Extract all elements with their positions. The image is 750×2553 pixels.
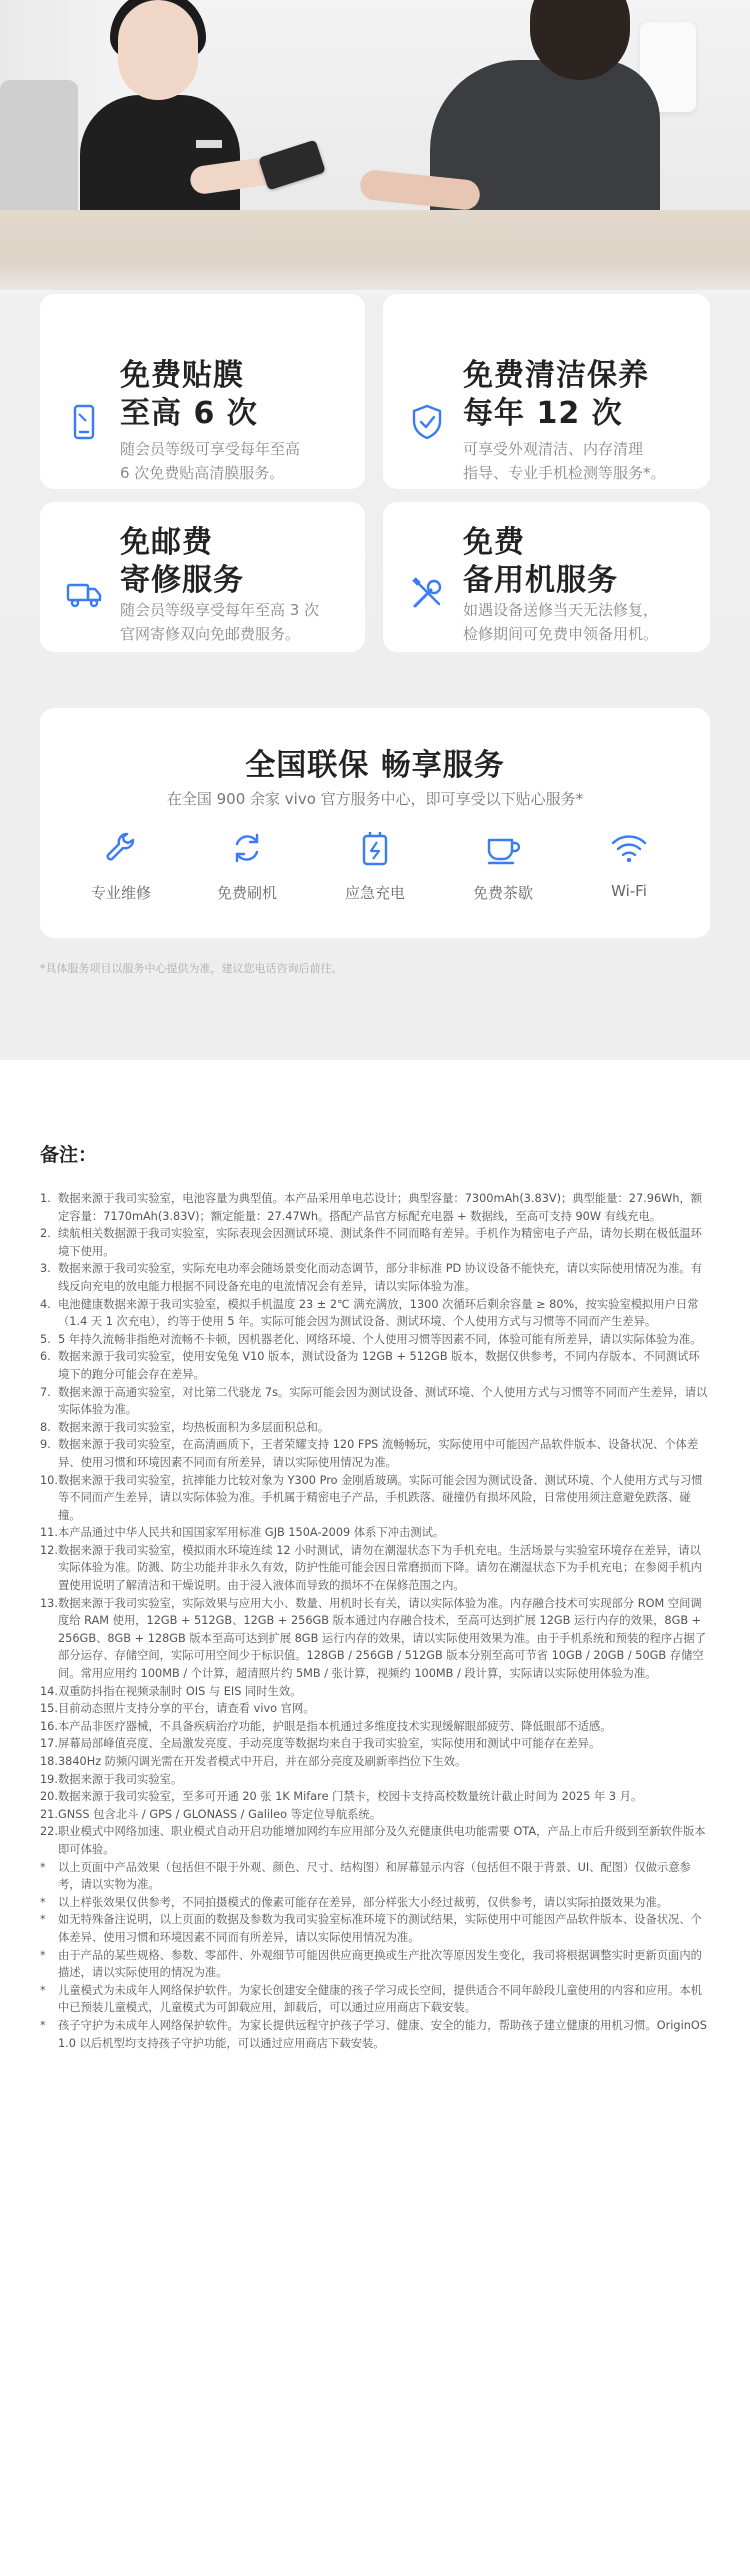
note-item (40, 1384, 710, 1419)
battery-charge-icon (355, 828, 395, 868)
note-text: 数据来源于我司实验室，至多可开通 20 张 1K Mifare 门禁卡，校园卡支持高校数量统计截止时间为 2025 年 3 月。 (58, 1790, 643, 1804)
note-number: 17. (40, 1737, 58, 1751)
notes-heading: 备注： (40, 1144, 98, 1166)
note-text: 数据来源于我司实验室，实际充电功率会随场景变化而动态调节，部分非标准 PD 协议设备不能快充，请以实际使用情况为准。有线反向充电的放电能力根据不同设备充电的电流情况会有差异，请以实际体验为准。 (58, 1262, 703, 1293)
note-item (40, 1524, 710, 1542)
note-item (40, 2017, 710, 2052)
note-number: 16. (40, 1719, 58, 1733)
note-text: 职业模式中网络加速、职业模式自动开启功能增加网约车应用部分及久充健康供电功能需要 OTA，产品上市后升级到至新软件版本即可体验。 (58, 1825, 706, 1856)
note-item (40, 1771, 710, 1789)
service-card-desc: 随会员等级享受每年至高 3 次 官网寄修双向免邮费服务。 (120, 601, 320, 643)
feature-charge (320, 828, 430, 903)
note-number: 15. (40, 1702, 58, 1716)
note-text: 数据来源于我司实验室，在高清画质下，王者荣耀支持 120 FPS 流畅畅玩，实际使用中可能因产品软件版本、设备状况、个体差异、使用习惯和环境因素不同而有所差异，请以实际使用情况为准。 (58, 1438, 699, 1469)
feature-label: 专业维修 (90, 884, 151, 902)
note-item (40, 1331, 710, 1349)
feature-wifi (574, 828, 684, 900)
service-fineprint: *具体服务项目以服务中心提供为准，建议您电话咨询后前往。 (40, 962, 343, 975)
hero-phone (258, 140, 326, 191)
note-text: 双重防抖指在视频录制时 OIS 与 EIS 同时生效。 (58, 1684, 302, 1698)
note-text: 儿童模式为未成年人网络保护软件。为家长创建安全健康的孩子学习成长空间，提供适合不同年龄段儿童使用的内容和应用。本机中已预装儿童模式，儿童模式为可卸载应用，卸载后，可以通过应用商店下载安装。 (58, 1983, 702, 2015)
hero-uniform-logo (196, 140, 222, 148)
hero-chair (0, 80, 78, 230)
nationwide-subtitle: 在全国 900 余家 vivo 官方服务中心，即可享受以下贴心服务* (166, 790, 584, 808)
note-text: 数据来源于高通实验室，对比第二代骁龙 7s。实际可能会因为测试设备、测试环境、个人使用方式与习惯等不同而产生差异，请以实际体验为准。 (58, 1385, 708, 1417)
note-text: 本产品通过中华人民共和国国家军用标准 GJB 150A-2009 体系下冲击测试。 (58, 1526, 445, 1540)
note-number: * (40, 2018, 46, 2032)
note-text: 数据来源于我司实验室，实际效果与应用大小、数量、用机时长有关，请以实际体验为准。内存融合技术可实现部分 ROM 空间调度给 RAM 使用，12GB + 512GB、12GB + 256GB 版本通过内存融合技术，至高可达到扩展 12GB 运行内存的效果，8GB + 256GB、8GB + 128GB 版本至高可达到扩展 8GB 运行内存的效果，请以实际使用效果为准。由于手机系统和预装的程序占据了部分运存、存储空间，实际可用空间少于标识值。128GB / 256GB / 512GB 版本分别至高可节省 10GB / 20GB / 50GB 存储空间。常用应用约 100MB / 个计算，超清照片约 5MB / 张计算，视频约 100MB / 段计算，实际请以实际使用体验为准。 (58, 1596, 707, 1681)
note-item (40, 1982, 710, 2017)
wifi-icon (609, 828, 649, 868)
feature-label: 应急充电 (344, 884, 405, 902)
service-card-title: 免费贴膜 至高 6 次 (120, 358, 258, 431)
note-number: 11. (40, 1526, 58, 1540)
feature-flash (192, 828, 302, 903)
note-item (40, 1296, 710, 1331)
note-text: 孩子守护为未成年人网络保护软件。为家长提供远程守护孩子学习、健康、安全的能力，帮助孩子建立健康的用机习惯。OriginOS 1.0 以后机型均支持孩子守护功能，可以通过应用商店下载安装。 (58, 2018, 707, 2050)
note-item (40, 1348, 710, 1383)
note-number: * (40, 1860, 46, 1874)
note-number: 5. (40, 1332, 51, 1346)
service-card-title: 免邮费 寄修服务 (120, 525, 244, 598)
note-number: 20. (40, 1790, 58, 1804)
nationwide-service-card (40, 708, 710, 938)
note-text: 数据来源于我司实验室，电池容量为典型值。本产品采用单电芯设计；典型容量：7300mAh(3.83V)；典型能量：27.96Wh，额定容量：7170mAh(3.83V)；额定能量：27.47Wh。搭配产品官方标配充电器 + 数据线，至高可支持 90W 有线充电。 (58, 1192, 703, 1223)
delivery-truck-icon (64, 574, 104, 614)
service-card-title: 免费 备用机服务 (463, 525, 618, 598)
note-number: 8. (40, 1420, 51, 1434)
note-text: 5 年持久流畅非指绝对流畅不卡顿，因机器老化、网络环境、个人使用习惯等因素不同，体验可能有所差异，请以实际体验为准。 (58, 1332, 702, 1346)
services-section (0, 260, 750, 1060)
note-text: 数据来源于我司实验室，使用安兔兔 V10 版本，测试设备为 12GB + 512GB 版本，数据仅供参考，不同内存版本、不同测试环境下的跑分可能会存在差异。 (58, 1350, 700, 1381)
feature-repair (66, 828, 176, 903)
note-number: 1. (40, 1192, 51, 1205)
note-text: 续航相关数据源于我司实验室，实际表现会因测试环境、测试条件不同而略有差异。手机作为精密电子产品，请勿长期在极低温环境下使用。 (58, 1227, 702, 1258)
note-item (40, 1683, 710, 1701)
note-number: 10. (40, 1473, 58, 1487)
note-item (40, 1947, 710, 1982)
phone-film-icon (64, 402, 104, 442)
note-item (40, 1735, 710, 1753)
note-number: * (40, 1983, 46, 1997)
service-card-film (40, 294, 365, 489)
note-item (40, 1806, 710, 1824)
note-item (40, 1894, 710, 1912)
note-item (40, 1542, 710, 1595)
note-text: 屏幕局部峰值亮度、全局激发亮度、手动亮度等数据均来自于我司实验室，实际使用和测试中可能存在差异。 (58, 1737, 601, 1751)
note-text: 数据来源于我司实验室，模拟雨水环境连续 12 小时测试，请勿在潮湿状态下为手机充电。生活场景与实验室环境存在差异，请以实际体验为准。防溅、防尘功能并非永久有效，防护性能可能会因日常磨损而下降。请勿在潮湿状态下为手机充电；在参阅手机内置使用说明了解清洁和干燥说明。由于浸入液体而导致的损坏不在保修范围之内。 (58, 1543, 702, 1593)
note-item (40, 1788, 710, 1806)
note-number: * (40, 1913, 46, 1927)
notes-list (40, 1190, 710, 2052)
note-number: 19. (40, 1772, 58, 1786)
note-text: 3840Hz 防频闪调光需在开发者模式中开启，并在部分亮度及刷新率挡位下生效。 (58, 1755, 467, 1768)
service-card-title: 免费清洁保养 每年 12 次 (463, 358, 649, 431)
note-number: 4. (40, 1297, 51, 1311)
note-number: 7. (40, 1385, 51, 1399)
note-item (40, 1753, 710, 1771)
refresh-icon (227, 828, 267, 868)
note-text: 目前动态照片支持分享的平台，请查看 vivo 官网。 (58, 1702, 315, 1716)
notes-section (0, 1060, 750, 2553)
note-text: 以上样张效果仅供参考，不同拍摄模式的像素可能存在差异，部分样张大小经过裁剪，仅供参考，请以实际拍摄效果为准。 (58, 1895, 669, 1909)
note-number: 3. (40, 1262, 51, 1276)
note-item (40, 1225, 710, 1260)
note-number: 9. (40, 1438, 51, 1452)
feature-label: 免费刷机 (216, 884, 277, 902)
note-number: 18. (40, 1755, 58, 1768)
service-card-desc: 可享受外观清洁、内存清理 指导、专业手机检测等服务*。 (463, 440, 666, 482)
note-item (40, 1419, 710, 1437)
note-item (40, 1436, 710, 1471)
coffee-cup-icon (483, 828, 523, 868)
note-text: 本产品非医疗器械，不具备疾病治疗功能，护眼是指本机通过多维度技术实现缓解眼部疲劳、降低眼部不适感。 (58, 1719, 612, 1733)
note-text: 电池健康数据来源于我司实验室，模拟手机温度 23 ± 2℃ 满充满放，1300 次循环后剩余容量 ≥ 80%，按实验室模拟用户日常（1.4 天 1 次充电），约等于使用 5 年。实际可能会因为测试设备、测试环境、个人使用方式与习惯等不同而产生差异。 (58, 1297, 699, 1329)
note-text: 如无特殊备注说明，以上页面的数据及参数为我司实验室标准环境下的测试结果，实际使用中可能因产品软件版本、设备状况、个体差异、使用习惯和环境因素不同而有所差异，请以实际使用情况为准。 (58, 1913, 702, 1944)
feature-label: 免费茶歇 (472, 884, 533, 902)
note-text: 数据来源于我司实验室。 (58, 1772, 183, 1786)
service-card-clean (383, 294, 710, 489)
note-item (40, 1700, 710, 1718)
feature-tea (448, 828, 558, 903)
service-card-desc: 随会员等级可享受每年至高 6 次免费贴高清膜服务。 (120, 440, 301, 482)
note-number: 12. (40, 1543, 58, 1557)
note-number: 21. (40, 1807, 58, 1821)
wrench-icon (101, 828, 141, 868)
note-number: 6. (40, 1350, 51, 1364)
note-item (40, 1911, 710, 1946)
note-text: 以上页面中产品效果（包括但不限于外观、颜色、尺寸、结构图）和屏幕显示内容（包括但不限于背景、UI、配图）仅做示意参考，请以实物为准。 (58, 1860, 691, 1892)
service-card-spare (383, 502, 710, 652)
hero-photo (0, 0, 750, 290)
note-item (40, 1260, 710, 1295)
note-number: 14. (40, 1684, 58, 1698)
note-item (40, 1718, 710, 1736)
note-item (40, 1190, 710, 1225)
note-number: 13. (40, 1596, 58, 1610)
note-item (40, 1823, 710, 1858)
note-text: 由于产品的某些规格、参数、零部件、外观细节可能因供应商更换或生产批次等原因发生变化，我司将根据调整实时更新页面内的描述，请以实际使用的情况为准。 (58, 1948, 702, 1980)
note-text: 数据来源于我司实验室，均热板面积为多层面积总和。 (58, 1420, 330, 1434)
note-item (40, 1595, 710, 1683)
note-number: * (40, 1948, 46, 1962)
note-text: 数据来源于我司实验室，抗摔能力比较对象为 Y300 Pro 金刚盾玻璃。实际可能会因为测试设备、测试环境、个人使用方式与习惯等不同而产生差异，请以实际体验为准。手机属于精密电子产品，手机跌落、碰撞仍有损坏风险，日常使用须注意避免跌落、碰撞。 (58, 1473, 703, 1522)
note-number: 22. (40, 1825, 58, 1839)
note-number: 2. (40, 1227, 51, 1241)
hero-staff-head (118, 0, 198, 100)
note-item (40, 1472, 710, 1525)
service-card-mail (40, 502, 365, 652)
note-item (40, 1859, 710, 1894)
feature-label: Wi-Fi (611, 882, 647, 900)
service-card-desc: 如遇设备送修当天无法修复， 检修期间可免费申领备用机。 (463, 601, 659, 643)
shield-check-icon (407, 402, 447, 442)
tools-icon (407, 574, 447, 614)
note-text: GNSS 包含北斗 / GPS / GLONASS / Galileo 等定位导航系统。 (58, 1807, 382, 1821)
note-number: * (40, 1895, 46, 1909)
nationwide-title: 全国联保 畅享服务 (245, 748, 505, 783)
